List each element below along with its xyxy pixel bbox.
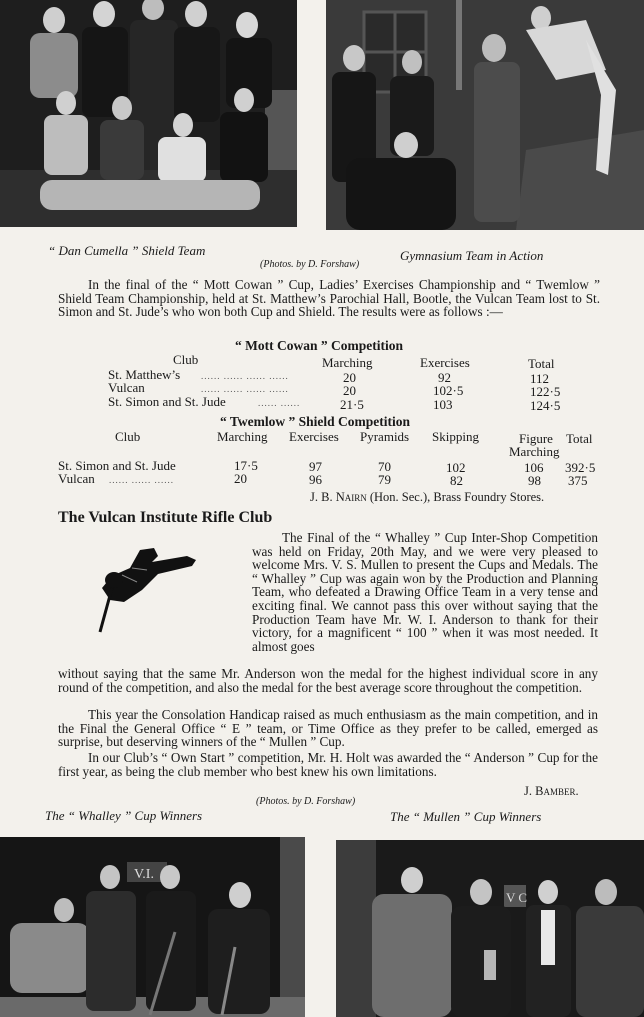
photo-credit-bottom: (Photos. by D. Forshaw) bbox=[256, 796, 356, 807]
row-exercises: 96 bbox=[309, 472, 322, 487]
sign-text: V C bbox=[506, 890, 528, 905]
row-figure-marching: 106 bbox=[524, 460, 544, 475]
row-exercises: 103 bbox=[433, 397, 453, 412]
rifle-signature: J. Bamber. bbox=[524, 784, 579, 798]
row-pyramids: 79 bbox=[378, 472, 391, 487]
row-marching: 17·5 bbox=[234, 458, 258, 473]
row-skipping: 102 bbox=[446, 460, 466, 475]
row-exercises: 97 bbox=[309, 459, 322, 474]
rifle-club-heading: The Vulcan Institute Rifle Club bbox=[58, 509, 273, 526]
row-exercises: 92 bbox=[438, 370, 451, 385]
signature-name: J. B. Nairn bbox=[310, 490, 367, 504]
header-exercises: Exercises bbox=[420, 355, 470, 370]
caption-gymnasium-team-in-action: Gymnasium Team in Action bbox=[400, 248, 544, 263]
row-exercises: 102·5 bbox=[433, 383, 464, 398]
gym-intro-paragraph: In the final of the “ Mott Cowan ” Cup, Ladies’ Exercises Championship and “ Twemlow ” Shield Team Championship, held at St. Matthew’s Parochial Hall, Bootle, the Vulcan Team lost to St. Simon and St. Jude’s who won both Cup and Shield. The results were as follows :— bbox=[58, 277, 600, 320]
leader-dots: ...... ...... bbox=[258, 398, 301, 408]
rifle-paragraph-2: This year the Consolation Handicap raised as much enthusiasm as the main competition, and in the Final the General Office “ E ” team, or Time Office as they prefer to be called, emerged as surprise, but deserving winners of the “ Mullen ” Cup. bbox=[58, 707, 598, 750]
caption-mullen-cup-winners: The “ Mullen ” Cup Winners bbox=[390, 809, 542, 824]
leader-dots: ...... ...... ...... bbox=[109, 475, 174, 485]
header-skipping: Skipping bbox=[432, 429, 479, 444]
header-club: Club bbox=[173, 352, 199, 367]
mott-cowan-title: “ Mott Cowan ” Competition bbox=[235, 338, 403, 353]
row-marching: 20 bbox=[343, 383, 356, 398]
header-figure-marching: Marching bbox=[509, 444, 560, 459]
row-club: St. Simon and St. Jude bbox=[108, 394, 226, 409]
photo-whalley-cup-winners bbox=[0, 837, 305, 1017]
rifleman-illustration-icon bbox=[92, 540, 202, 635]
signature-rest: (Hon. Sec.), Brass Foundry Stores. bbox=[366, 490, 545, 504]
header-exercises: Exercises bbox=[289, 429, 339, 444]
row-marching: 21·5 bbox=[340, 397, 364, 412]
gym-signature bbox=[310, 491, 544, 503]
row-club: Vulcan bbox=[58, 471, 95, 486]
row-club: St. Matthew’s bbox=[108, 367, 181, 382]
row-pyramids: 70 bbox=[378, 459, 391, 474]
caption-whalley-cup-winners: The “ Whalley ” Cup Winners bbox=[45, 808, 203, 823]
row-skipping: 82 bbox=[450, 473, 463, 488]
header-total: Total bbox=[566, 431, 593, 446]
photo-credit-top: (Photos. by D. Forshaw) bbox=[260, 259, 360, 270]
caption-dan-cumella-shield-team: “ Dan Cumella ” Shield Team bbox=[48, 243, 206, 258]
rifle-paragraph-1: The Final of the “ Whalley ” Cup Inter-Shop Competition was held on Friday, 20th May, and we were very pleased to welcome Mrs. V. S. Mullen to present the Cups and Medals. The “ Whalley ” Cup was again won by the Production and Planning Team, who defeated a Drawing Office Team in a very tense and exciting final. We cannot pass this over without saying that the Production Team have Mr. W. I. Anderson to thank for their victory, for a magnificent “ 100 ” when it was most needed. It almost goes bbox=[252, 530, 598, 654]
rifle-paragraph-1-continued: without saying that the same Mr. Anderson won the medal for the highest individual score in any round of the competition, and also the medal for the best average score throughout the competition. bbox=[58, 666, 598, 695]
row-club: St. Simon and St. Jude bbox=[58, 458, 176, 473]
row-figure-marching: 98 bbox=[528, 473, 541, 488]
header-marching: Marching bbox=[322, 355, 373, 370]
sign-text: V.I. bbox=[134, 867, 154, 882]
leader-dots: ...... ...... ...... ...... bbox=[201, 384, 289, 394]
row-club: Vulcan bbox=[108, 380, 145, 395]
photo-mullen-cup-winners bbox=[336, 840, 644, 1017]
photo-gymnasium-team-in-action bbox=[326, 0, 644, 230]
row-total: 392·5 bbox=[565, 460, 596, 475]
row-total: 122·5 bbox=[530, 384, 561, 399]
leader-dots: ...... ...... ...... ...... bbox=[201, 371, 289, 381]
header-pyramids: Pyramids bbox=[360, 429, 410, 444]
photo-dan-cumella-shield-team bbox=[0, 0, 297, 227]
twemlow-title: “ Twemlow ” Shield Competition bbox=[220, 414, 411, 429]
header-total: Total bbox=[528, 356, 555, 371]
header-club: Club bbox=[115, 429, 141, 444]
rifle-paragraph-3: In our Club’s “ Own Start ” competition, Mr. H. Holt was awarded the “ Anderson ” Cup for the first year, as being the club member who best knew his own limitations. bbox=[58, 750, 598, 779]
row-marching: 20 bbox=[343, 370, 356, 385]
row-total: 124·5 bbox=[530, 398, 561, 413]
row-total: 112 bbox=[530, 371, 550, 386]
row-total: 375 bbox=[568, 473, 588, 488]
row-marching: 20 bbox=[234, 471, 247, 486]
header-marching: Marching bbox=[217, 429, 268, 444]
header-figure: Figure bbox=[519, 431, 553, 446]
